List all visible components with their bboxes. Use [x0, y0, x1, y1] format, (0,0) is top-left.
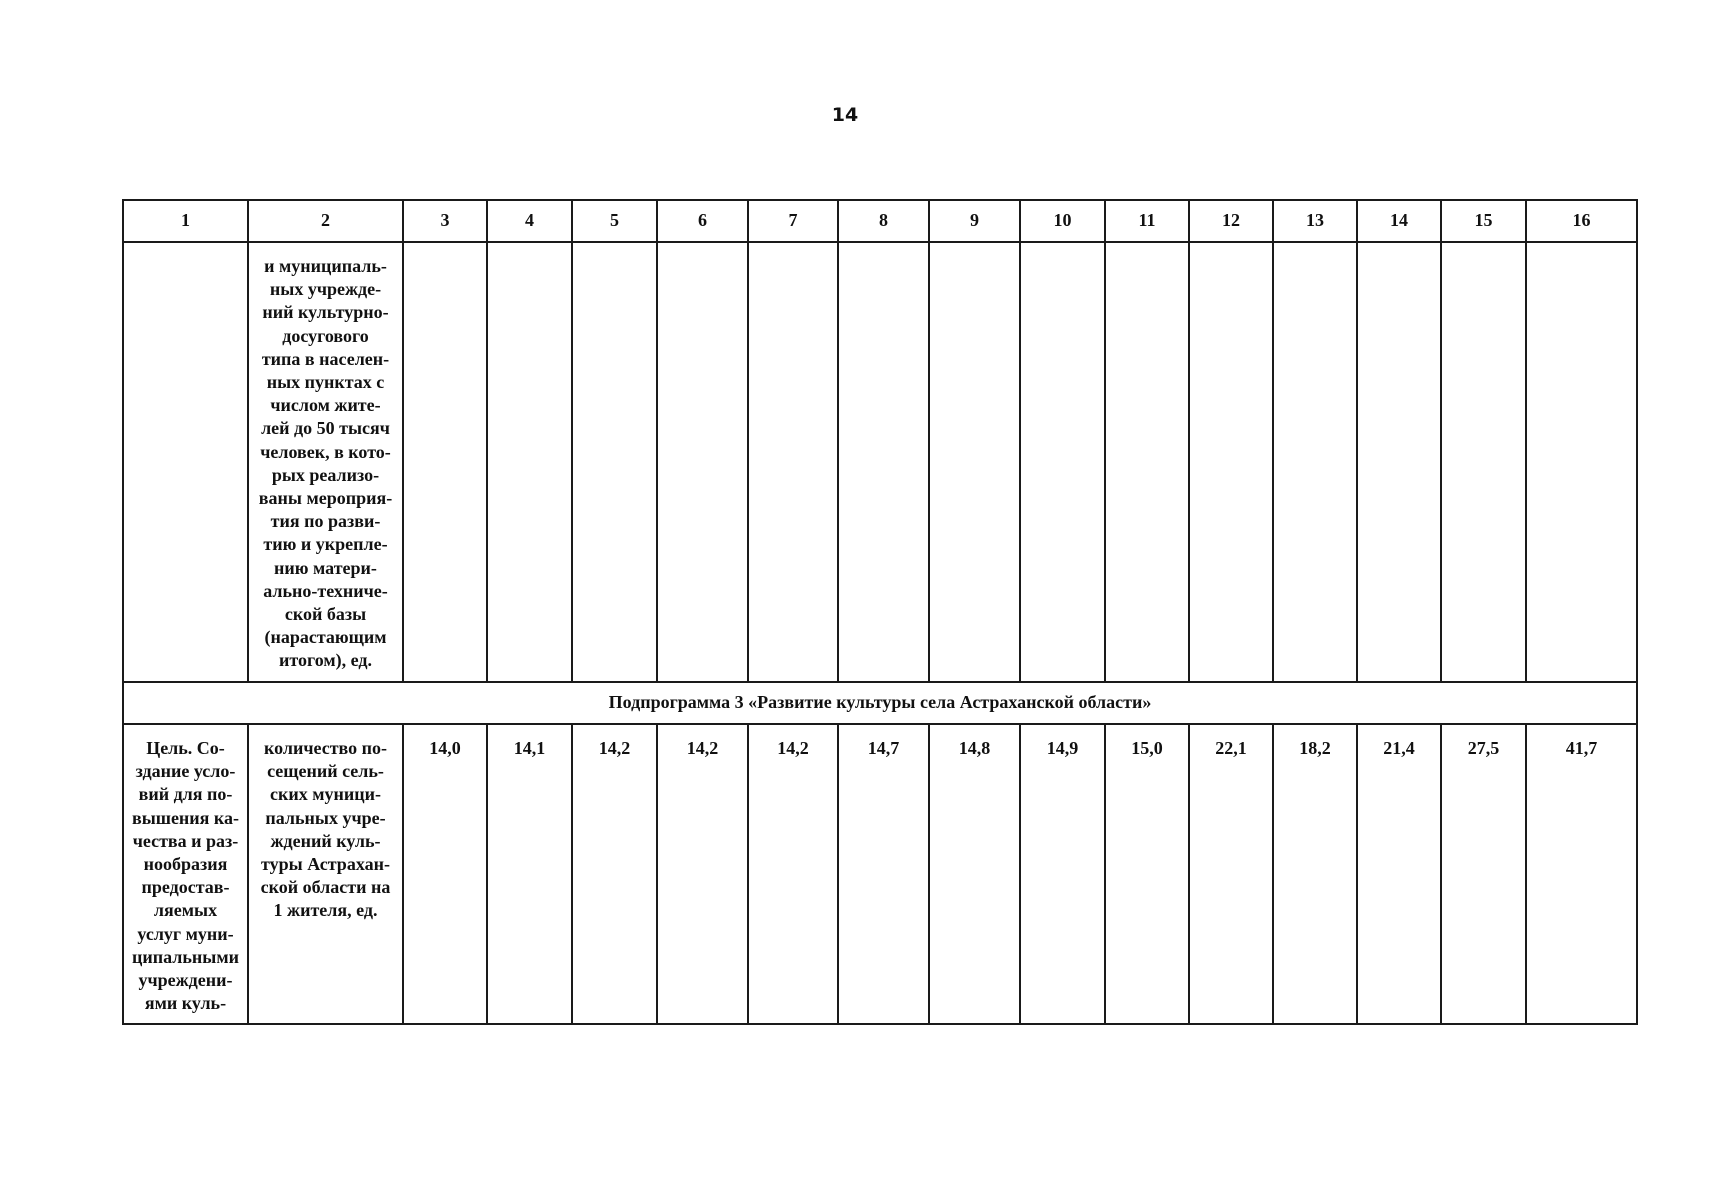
column-header: 14: [1357, 200, 1441, 242]
value-text: 14,9: [1046, 738, 1079, 758]
value-cell: [838, 724, 929, 1024]
table-header-row: [123, 200, 1637, 242]
value-text: 18,2: [1299, 738, 1331, 758]
value-cell: [1105, 724, 1189, 1024]
column-header: 9: [929, 200, 1020, 242]
value-text: 14,1: [513, 738, 546, 758]
column-header: 16: [1526, 200, 1637, 242]
value-text: 27,5: [1467, 738, 1500, 758]
indicator-text: и муниципаль- ных учрежде- ний культурно- досугового типа в населен- ных пунктах с числом жите- лей до 50 тысяч человек, в кото- рых реализо- ваны мероприя- тия по разви- тию и укрепле- нию матери- ально-техниче- ской базы (нарастающим итогом), ед.: [258, 256, 393, 671]
value-text: 14,2: [777, 738, 809, 758]
goal-cell-empty: [123, 242, 248, 682]
value-cell-empty: [1105, 242, 1189, 682]
indicator-cell: [248, 724, 403, 1024]
value-cell: [1189, 724, 1273, 1024]
value-cell-empty: [487, 242, 572, 682]
value-text: 15,0: [1131, 738, 1163, 758]
value-cell: [1441, 724, 1526, 1024]
value-cell: [403, 724, 487, 1024]
value-cell: [1526, 724, 1637, 1024]
value-cell: [1273, 724, 1357, 1024]
value-cell: [572, 724, 657, 1024]
value-cell-empty: [403, 242, 487, 682]
value-text: 22,1: [1215, 738, 1247, 758]
value-cell: [487, 724, 572, 1024]
value-cell-empty: [657, 242, 748, 682]
column-header: 2: [248, 200, 403, 242]
value-cell-empty: [1189, 242, 1273, 682]
column-header: 6: [657, 200, 748, 242]
goal-cell: [123, 724, 248, 1024]
goal-text: Цель. Со- здание усло- вий для по- вышения ка- чества и раз- нообразия предостав- ляемых услуг муни- ципальными учреждени- ями куль-: [131, 738, 240, 1014]
column-header: 12: [1189, 200, 1273, 242]
subprogram-row: [123, 682, 1637, 724]
subprogram-title: Подпрограмма 3 «Развитие культуры села Астраханской области»: [123, 682, 1637, 724]
value-cell: [748, 724, 838, 1024]
table-row-continued: [123, 242, 1637, 682]
column-header: 3: [403, 200, 487, 242]
column-header: 1: [123, 200, 248, 242]
value-cell-empty: [1273, 242, 1357, 682]
page-number: 14: [831, 104, 859, 126]
value-cell-empty: [572, 242, 657, 682]
indicator-text: количество по- сещений сель- ских муници- пальных учре- ждений куль- туры Астрахан- ской области на 1 жителя, ед.: [260, 738, 391, 921]
column-header: 15: [1441, 200, 1526, 242]
value-text: 14,8: [958, 738, 991, 758]
value-text: 14,2: [686, 738, 719, 758]
value-cell-empty: [1526, 242, 1637, 682]
column-header: 11: [1105, 200, 1189, 242]
indicator-cell: [248, 242, 403, 682]
indicators-table: [122, 199, 1638, 1025]
column-header: 7: [748, 200, 838, 242]
value-text: 21,4: [1383, 738, 1415, 758]
column-header: 13: [1273, 200, 1357, 242]
value-text: 14,0: [429, 738, 461, 758]
column-header: 10: [1020, 200, 1105, 242]
value-cell: [929, 724, 1020, 1024]
value-cell-empty: [838, 242, 929, 682]
column-header: 5: [572, 200, 657, 242]
value-cell: [1020, 724, 1105, 1024]
value-cell-empty: [748, 242, 838, 682]
column-header: 8: [838, 200, 929, 242]
value-cell-empty: [1357, 242, 1441, 682]
value-cell-empty: [1020, 242, 1105, 682]
value-text: 14,2: [598, 738, 631, 758]
value-cell: [657, 724, 748, 1024]
value-cell-empty: [1441, 242, 1526, 682]
column-header: 4: [487, 200, 572, 242]
value-cell-empty: [929, 242, 1020, 682]
value-cell: [1357, 724, 1441, 1024]
table-row-goal: [123, 724, 1637, 1024]
value-text: 41,7: [1565, 738, 1598, 758]
value-text: 14,7: [867, 738, 900, 758]
